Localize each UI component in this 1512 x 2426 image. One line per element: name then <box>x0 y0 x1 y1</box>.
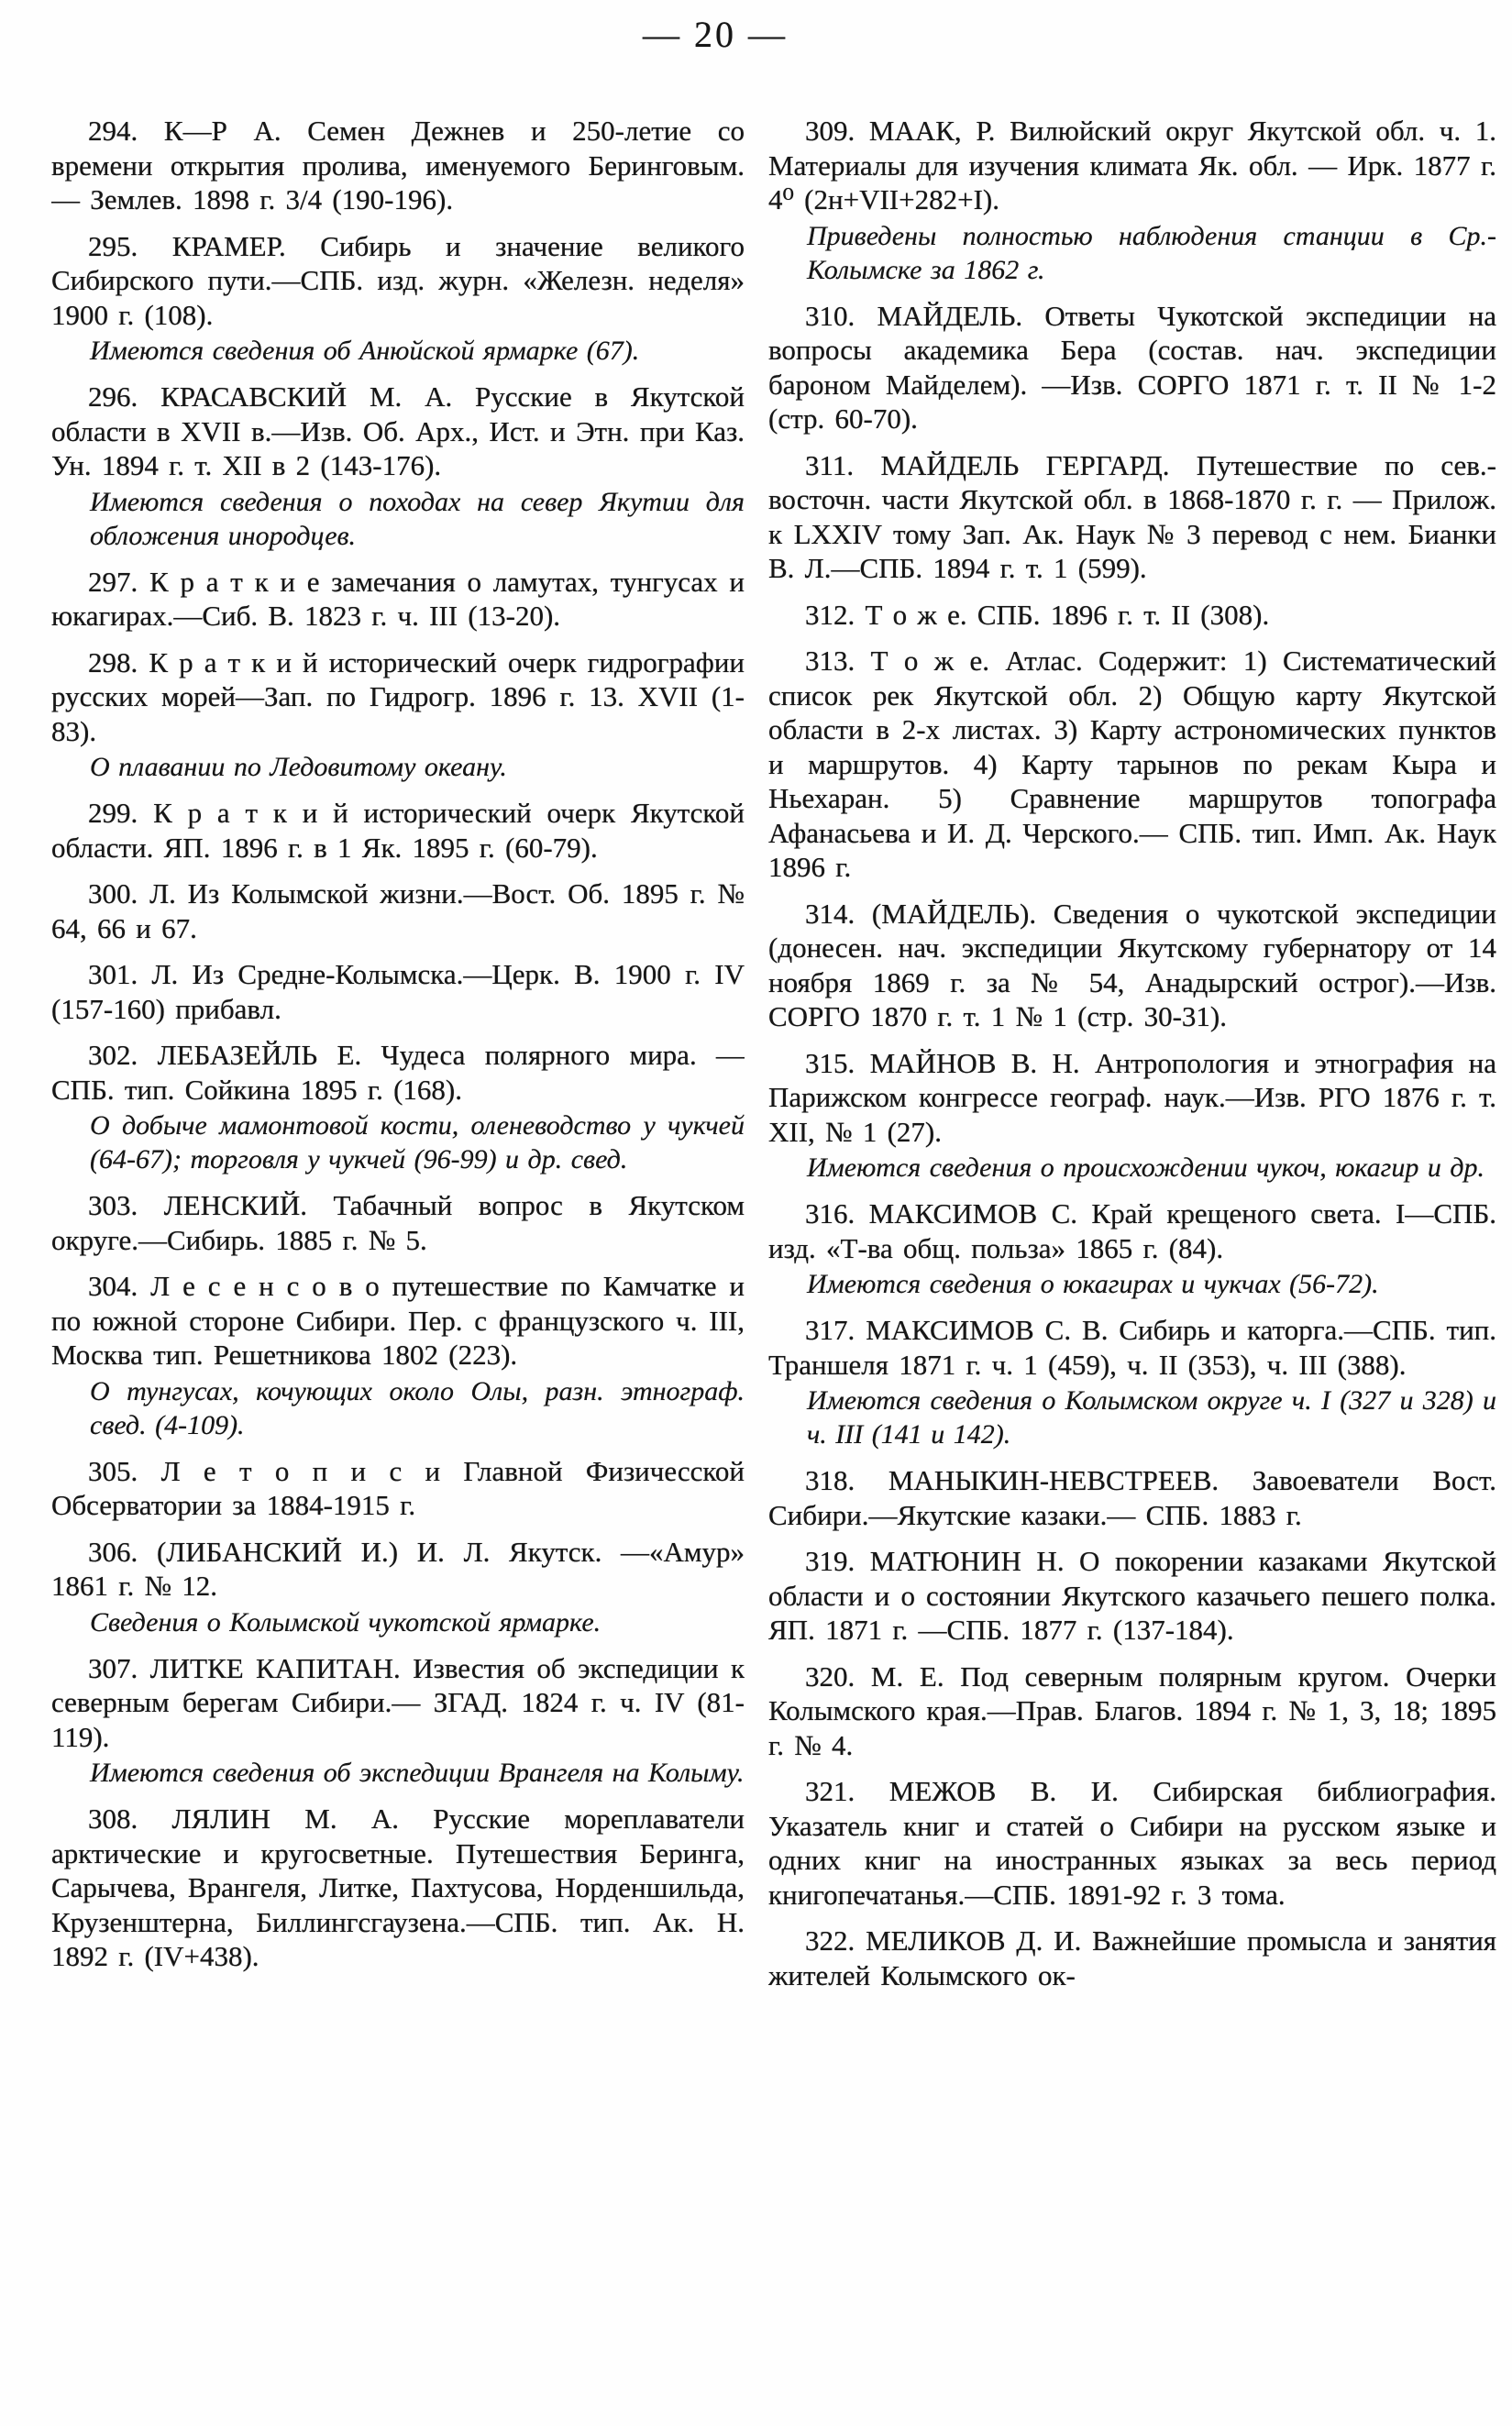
entry-text <box>768 644 1496 885</box>
entry-number: 299. <box>88 797 138 829</box>
entry-number: 294. <box>88 115 138 147</box>
bibliography-entry <box>768 598 1496 633</box>
entry-number: 297. <box>88 565 138 598</box>
entry-annotation: Имеются сведения о походах на север Якутии для обложения инородцев. <box>90 486 745 551</box>
entry-text <box>768 114 1496 217</box>
entry-body: МЕЖОВ В. И. Сибирская библиография. Указатель книг и статей о Сибири на русском языке и одних книг на иностранных языках за весь период книгопечатанья.—СПБ. 1891-92 г. 3 тома. <box>768 1775 1496 1911</box>
entry-body: ЛЕНСКИЙ. Табачный вопрос в Якутском округе.—Сибирь. 1885 г. № 5. <box>51 1189 745 1256</box>
entry-text <box>51 957 745 1026</box>
entry-number: 316. <box>805 1197 855 1230</box>
entry-text <box>51 796 745 865</box>
entry-body: КРАСАВСКИЙ М. А. Русские в Якутской области в XVII в.—Изв. Об. Арх., Ист. и Этн. при Каз. Ун. 1894 г. т. XII в 2 (143-176). <box>51 380 745 481</box>
entry-number: 298. <box>88 645 138 678</box>
entry-body: (МАЙДЕЛЬ). Сведения о чукотской экспедиции (донесен. нач. экспедиции Якутскому губернатору от 14 ноября 1869 г. за № 54, Анадырский острог).—Изв. СОРГО 1870 г. т. 1 № 1 (стр. 30-31). <box>768 897 1496 1032</box>
entry-annotation: Сведения о Колымской чукотской ярмарке. <box>90 1606 601 1638</box>
entry-number: 310. <box>805 299 855 332</box>
entry-number: 321. <box>805 1775 855 1807</box>
entry-text <box>51 1454 745 1523</box>
bibliography-entry <box>768 1046 1496 1185</box>
entry-number: 322. <box>805 1924 855 1957</box>
entry-body: ЛЯЛИН М. А. Русские мореплаватели арктические и кругосветные. Путешествия Беринга, Сарычева, Врангеля, Литке, Пахтусова, Норденшильда, Крузенштерна, Биллингсгаузена.—СПБ. тип. Ак. Н. 1892 г. (IV+438). <box>51 1803 745 1972</box>
bibliography-entry <box>51 565 745 634</box>
bibliography-entry <box>51 1038 745 1176</box>
entry-number: 311. <box>805 448 855 481</box>
entry-annotation: О тунгусах, кочующих около Олы, разн. этнограф. свед. (4-109). <box>90 1375 745 1440</box>
bibliography-entry <box>768 1463 1496 1532</box>
bibliography-entry <box>51 1802 745 1974</box>
entry-number: 300. <box>88 877 138 910</box>
entry-body: Т о ж е. Атлас. Содержит: 1) Систематический список рек Якутской обл. 2) Общую карту Якутской области в 2-х листах. 3) Карту астрономических пунктов и маршрутов. 4) Карту тарынов по рекам Кыра и Ньехаран. 5) Сравнение маршрутов топографа Афанасьева и И. Д. Черского.— СПБ. тип. Имп. Ак. Наук 1896 г. <box>768 645 1496 883</box>
entry-number: 305. <box>88 1454 138 1487</box>
entry-body: КРАМЕР. Сибирь и значение великого Сибирского пути.—СПБ. изд. журн. «Железн. неделя» 1900 г. (108). <box>51 229 745 331</box>
entry-body: (ЛИБАНСКИЙ И.) И. Л. Якутск. —«Амур» 1861 г. № 12. <box>51 1535 745 1602</box>
bibliography-entry <box>768 1924 1496 1992</box>
entry-number: 302. <box>88 1039 138 1071</box>
entry-number: 309. <box>805 115 855 147</box>
entry-text <box>768 1046 1496 1150</box>
entry-number: 313. <box>805 645 855 677</box>
entry-text <box>51 1038 745 1107</box>
bibliography-entry <box>768 1774 1496 1912</box>
entry-text <box>51 229 745 333</box>
entry-number: 303. <box>88 1189 138 1221</box>
entry-text <box>51 1802 745 1974</box>
entry-body: МААК, Р. Вилюйский округ Якутской обл. ч. 1. Материалы для изучения климата Як. обл. — Ирк. 1877 г. 4⁰ (2н+VII+282+I). <box>768 115 1496 215</box>
entry-annotation: О плавании по Ледовитому океану. <box>90 752 507 782</box>
entry-text <box>51 877 745 945</box>
entry-number: 315. <box>805 1046 855 1079</box>
bibliography-entry <box>51 1651 745 1791</box>
bibliography-entry <box>51 114 745 217</box>
entry-number: 318. <box>805 1464 855 1496</box>
bibliography-entry <box>768 1313 1496 1451</box>
entry-body: Т о ж е. СПБ. 1896 г. т. II (308). <box>865 598 1270 631</box>
bibliography-entry <box>51 380 745 553</box>
entry-text <box>768 1544 1496 1648</box>
entry-annotation: О добыче мамонтовой кости, оленеводство у чукчей (64-67); торговля у чукчей (96-99) и др. свед. <box>90 1110 745 1174</box>
entry-number: 307. <box>88 1651 138 1684</box>
bibliography-entry <box>51 1454 745 1523</box>
entry-body: К р а т к и й исторический очерк гидрографии русских морей—Зап. по Гидрогр. 1896 г. 13. XVII (1-83). <box>51 645 745 747</box>
entry-body: МЕЛИКОВ Д. И. Важнейшие промысла и занятия жителей Колымского ок- <box>768 1924 1496 1991</box>
entry-text <box>768 598 1496 633</box>
entry-number: 320. <box>805 1660 855 1693</box>
bibliography-entry <box>768 1544 1496 1648</box>
entry-number: 319. <box>805 1545 855 1577</box>
entry-text <box>51 1535 745 1604</box>
entry-body: МАЙНОВ В. Н. Антропология и этнография на Парижском конгрессе географ. наук.—Изв. РГО 1876 г. т. XII, № 1 (27). <box>768 1046 1496 1148</box>
entry-body: МАКСИМОВ С. В. Сибирь и каторга.—СПБ. тип. Траншеля 1871 г. ч. 1 (459), ч. II (353), ч. III (388). <box>768 1314 1496 1381</box>
entry-number: 296. <box>88 380 138 413</box>
entry-number: 312. <box>805 598 855 631</box>
entry-body: К р а т к и е замечания о ламутах, тунгусах и юкагирах.—Сиб. В. 1823 г. ч. III (13-20). <box>51 565 745 632</box>
entry-text <box>768 1924 1496 1992</box>
entry-body: ЛИТКЕ КАПИТАН. Известия об экспедиции к северным берегам Сибири.— ЗГАД. 1824 г. ч. IV (81-119). <box>51 1651 745 1753</box>
entry-text <box>768 1660 1496 1763</box>
entry-annotation: Приведены полностью наблюдения станции в Ср.-Колымске за 1862 г. <box>807 220 1496 285</box>
entry-body: Л. Из Средне-Колымска.—Церк. В. 1900 г. IV (157-160) прибавл. <box>51 958 745 1025</box>
entry-text <box>51 114 745 217</box>
right-column <box>768 114 1496 2410</box>
entry-annotation: Имеются сведения об Анюйской ярмарке (67). <box>90 336 640 366</box>
entry-body: ЛЕБАЗЕЙЛЬ Е. Чудеса полярного мира. — СПБ. тип. Сойкина 1895 г. (168). <box>51 1039 745 1106</box>
entry-body: МАТЮНИН Н. О покорении казаками Якутской области и о состоянии Якутского казачьего пешего полка. ЯП. 1871 г. —СПБ. 1877 г. (137-184). <box>768 1545 1496 1646</box>
entry-body: МАЙДЕЛЬ. Ответы Чукотской экспедиции на вопросы академика Бера (состав. нач. экспедиции бароном Майделем). —Изв. СОРГО 1871 г. т. II № 1-2 (стр. 60-70). <box>768 299 1496 435</box>
bibliography-entry <box>51 877 745 945</box>
left-column <box>51 114 745 2410</box>
entry-body: МАКСИМОВ С. Край крещеного света. I—СПБ. изд. «Т-ва общ. польза» 1865 г. (84). <box>768 1197 1496 1264</box>
entry-text <box>51 380 745 483</box>
bibliography-entry <box>768 1196 1496 1301</box>
bibliography-entry <box>768 299 1496 436</box>
entry-text <box>768 1313 1496 1382</box>
entry-annotation: Имеются сведения о юкагирах и чукчах (56-72). <box>807 1269 1379 1299</box>
entry-text <box>51 645 745 749</box>
bibliography-entry <box>768 448 1496 586</box>
page-number: — 20 — <box>643 14 788 55</box>
entry-number: 317. <box>805 1314 855 1346</box>
bibliography-entry <box>51 645 745 785</box>
entry-annotation: Имеются сведения об экспедиции Врангеля на Колыму. <box>90 1758 745 1788</box>
entry-body: Л е с е н с о в о путешествие по Камчатке и по южной стороне Сибири. Пер. с французского ч. III, Москва тип. Решетникова 1802 (223). <box>51 1270 745 1371</box>
bibliography-entry <box>51 957 745 1026</box>
entry-number: 304. <box>88 1270 138 1302</box>
entry-body: МАЙДЕЛЬ ГЕРГАРД. Путешествие по сев.-восточн. части Якутской обл. в 1868-1870 г. г. — Прилож. к LXXIV тому Зап. Ак. Наук № 3 перевод с нем. Бианки В. Л.—СПБ. 1894 г. т. 1 (599). <box>768 448 1496 584</box>
bibliography-entry <box>51 1269 745 1442</box>
bibliography-entry <box>768 644 1496 885</box>
bibliography-entry <box>768 1660 1496 1763</box>
entry-body: М. Е. Под северным полярным кругом. Очерки Колымского края.—Прав. Благов. 1894 г. № 1, 3, 18; 1895 г. № 4. <box>768 1660 1496 1761</box>
entry-number: 306. <box>88 1535 138 1568</box>
entry-annotation: Имеются сведения о происхождении чукоч, юкагир и др. <box>807 1152 1485 1183</box>
entry-body: К—Р А. Семен Дежнев и 250-летие со времени открытия пролива, именуемого Беринговым. — Землев. 1898 г. 3/4 (190-196). <box>51 115 745 215</box>
entry-number: 301. <box>88 958 138 990</box>
entry-body: Л. Из Колымской жизни.—Вост. Об. 1895 г. № 64, 66 и 67. <box>51 877 745 944</box>
entry-text <box>768 448 1496 586</box>
entry-text <box>51 565 745 634</box>
entry-number: 314. <box>805 897 855 930</box>
bibliography-entry <box>51 1535 745 1639</box>
bibliography-entry <box>51 229 745 369</box>
entry-body: К р а т к и й исторический очерк Якутской области. ЯП. 1896 г. в 1 Як. 1895 г. (60-79). <box>51 797 745 864</box>
entry-number: 295. <box>88 229 138 262</box>
entry-text <box>768 1196 1496 1265</box>
entry-text <box>51 1188 745 1257</box>
entry-text <box>768 897 1496 1034</box>
bibliography-entry <box>768 897 1496 1034</box>
entry-text <box>51 1651 745 1755</box>
entry-body: МАНЫКИН-НЕВСТРЕЕВ. Завоеватели Вост. Сибири.—Якутские казаки.— СПБ. 1883 г. <box>768 1464 1496 1531</box>
entry-number: 308. <box>88 1803 138 1835</box>
entry-text <box>768 299 1496 436</box>
entry-body: Л е т о п и с и Главной Физичесской Обсерватории за 1884-1915 г. <box>51 1454 745 1521</box>
entry-text <box>768 1774 1496 1912</box>
entry-text <box>51 1269 745 1373</box>
bibliography-entry <box>51 796 745 865</box>
bibliography-entry <box>768 114 1496 287</box>
entry-annotation: Имеются сведения о Колымском округе ч. I (327 и 328) и ч. III (141 и 142). <box>807 1385 1496 1450</box>
entry-text <box>768 1463 1496 1532</box>
bibliography-entry <box>51 1188 745 1257</box>
